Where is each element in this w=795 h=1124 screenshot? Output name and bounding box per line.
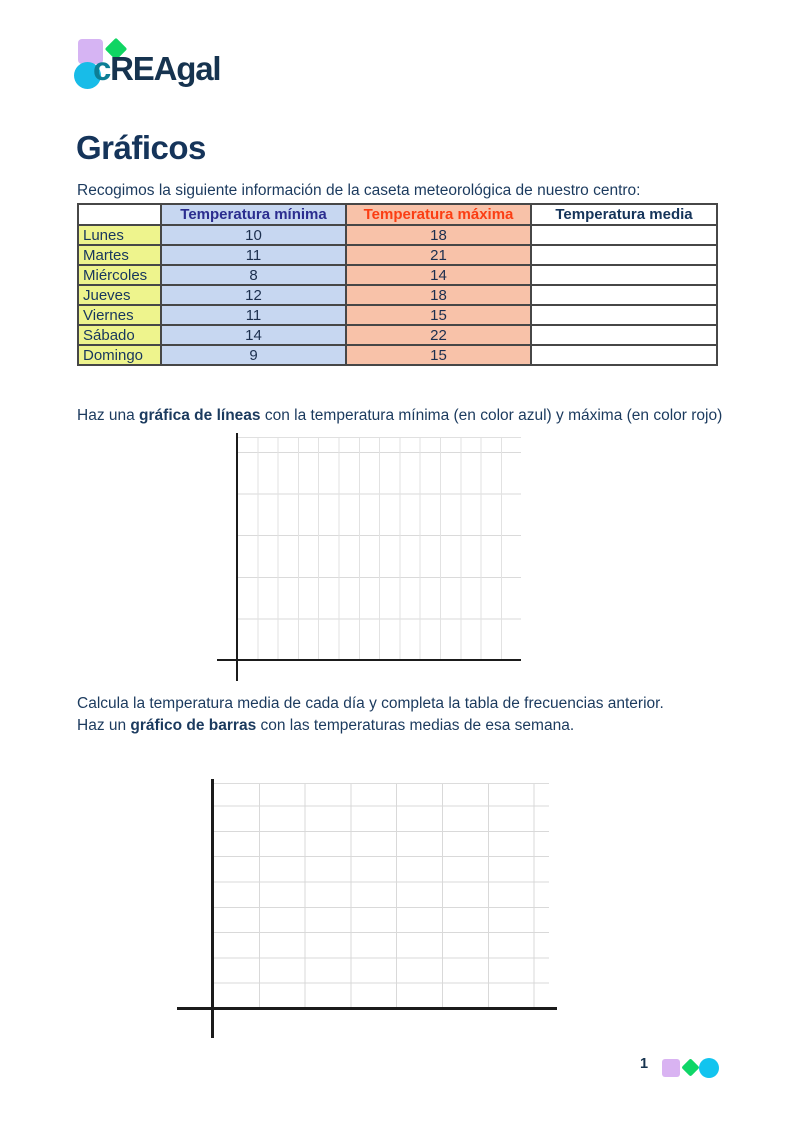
media-cell xyxy=(531,325,717,345)
logo-letter-c: c xyxy=(93,50,111,87)
media-cell xyxy=(531,305,717,325)
day-cell: Lunes xyxy=(78,225,161,245)
table-row xyxy=(78,285,717,305)
min-cell: 8 xyxy=(161,265,346,285)
instruction-text: Haz una xyxy=(77,407,140,424)
header-temp-minima: Temperatura mínima xyxy=(161,204,346,225)
footer-square-icon xyxy=(662,1059,680,1077)
footer-circle-icon xyxy=(699,1058,719,1078)
max-cell: 22 xyxy=(346,325,531,345)
min-cell: 11 xyxy=(161,245,346,265)
min-cell: 9 xyxy=(161,345,346,365)
table-row xyxy=(78,225,717,245)
max-cell: 14 xyxy=(346,265,531,285)
line-chart-instruction xyxy=(77,404,732,427)
min-cell: 12 xyxy=(161,285,346,305)
instruction-bold: gráfico de barras xyxy=(130,717,257,734)
instruction-text: con las temperaturas medias de esa semana. xyxy=(256,717,575,734)
page-title: Gráficos xyxy=(76,129,206,166)
day-cell: Martes xyxy=(78,245,161,265)
bar-chart-x-axis xyxy=(177,1007,557,1010)
page-number: 1 xyxy=(640,1056,649,1072)
media-cell xyxy=(531,245,717,265)
media-cell xyxy=(531,285,717,305)
table-row xyxy=(78,305,717,325)
instruction-bold: gráfica de líneas xyxy=(139,407,261,424)
table-row xyxy=(78,325,717,345)
line-chart-x-axis xyxy=(217,659,521,661)
media-cell xyxy=(531,345,717,365)
max-cell: 18 xyxy=(346,285,531,305)
header-temp-maxima: Temperatura máxima xyxy=(346,204,531,225)
header-temp-media: Temperatura media xyxy=(531,204,717,225)
intro-text: Recogimos la siguiente información de la caseta meteorológica de nuestro centro: xyxy=(77,182,641,199)
media-cell xyxy=(531,265,717,285)
bar-chart-y-axis xyxy=(211,779,214,1038)
line-chart-y-axis xyxy=(236,433,238,681)
bar-chart-grid xyxy=(213,783,549,1009)
day-cell: Jueves xyxy=(78,285,161,305)
table-row xyxy=(78,345,717,365)
table-header xyxy=(78,204,717,225)
mean-instruction: Calcula la temperatura media de cada día y completa la tabla de frecuencias anterior. xyxy=(77,695,664,712)
min-cell: 11 xyxy=(161,305,346,325)
logo-letters-rest: REAgal xyxy=(110,50,221,87)
max-cell: 15 xyxy=(346,305,531,325)
day-cell: Domingo xyxy=(78,345,161,365)
max-cell: 15 xyxy=(346,345,531,365)
max-cell: 18 xyxy=(346,225,531,245)
day-cell: Miércoles xyxy=(78,265,161,285)
instruction-text: Haz un xyxy=(77,717,131,734)
min-cell: 14 xyxy=(161,325,346,345)
footer-diamond-icon xyxy=(681,1058,699,1076)
temperature-table xyxy=(77,203,718,366)
instruction-text: con la temperatura mínima (en color azul) y máxima (en color rojo) xyxy=(260,407,723,424)
header-empty-cell xyxy=(78,204,161,225)
day-cell: Sábado xyxy=(78,325,161,345)
line-chart-grid xyxy=(237,437,521,661)
min-cell: 10 xyxy=(161,225,346,245)
bar-chart-instruction xyxy=(77,715,732,737)
day-cell: Viernes xyxy=(78,305,161,325)
table-header-row xyxy=(78,204,717,225)
media-cell xyxy=(531,225,717,245)
table-body xyxy=(78,225,717,365)
table-row xyxy=(78,245,717,265)
logo-wordmark xyxy=(93,49,220,89)
table-row xyxy=(78,265,717,285)
max-cell: 21 xyxy=(346,245,531,265)
